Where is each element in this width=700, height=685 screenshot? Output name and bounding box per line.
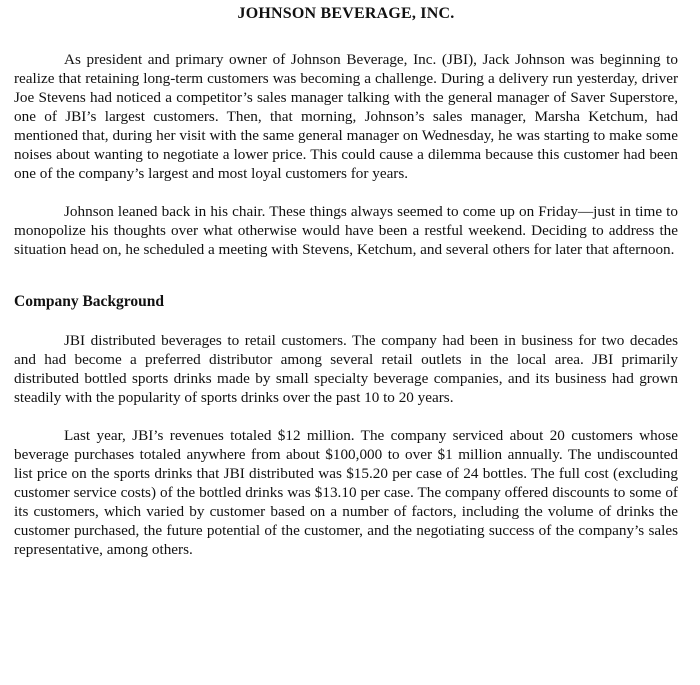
background-paragraph-2: Last year, JBI’s revenues totaled $12 million. The company serviced about 20 customers whose beverage purchases totaled anywhere from about $100,000 to over $1 million annually. The undiscounted list price on the sports drinks that JBI distributed was $15.20 per case of 24 bottles. The full cost (excluding customer service costs) of the bottled drinks was $13.10 per case. The company offered discounts to some of its customers, which varied by customer based on a number of factors, including the volume of drinks the customer purchased, the future potential of the customer, and the negotiating success of the company’s sales representative, among others. [14, 427, 678, 558]
document-title: JOHNSON BEVERAGE, INC. [237, 5, 455, 22]
section-heading-company-background: Company Background [14, 293, 165, 310]
intro-paragraph-1: As president and primary owner of Johnson Beverage, Inc. (JBI), Jack Johnson was beginning to realize that retaining long-term customers was becoming a challenge. During a delivery run yesterday, driver Joe Stevens had noticed a competitor’s sales manager talking with the general manager of Saver Superstore, one of JBI’s largest customers. Then, that morning, Johnson’s sales manager, Marsha Ketchum, had mentioned that, during her visit with the same general manager on Wednesday, he was starting to make some noises about wanting to negotiate a lower price. This could cause a dilemma because this customer had been one of the company’s largest and most loyal customers for years. [14, 51, 678, 182]
background-paragraph-1: JBI distributed beverages to retail customers. The company had been in business for two decades and had become a preferred distributor among several retail outlets in the local area. JBI primarily distributed bottled sports drinks made by small specialty beverage companies, and its business had grown steadily with the popularity of sports drinks over the past 10 to 20 years. [14, 332, 678, 406]
intro-paragraph-2: Johnson leaned back in his chair. These things always seemed to come up on Friday—just in time to monopolize his thoughts over what otherwise would have been a restful weekend. Deciding to address the situation head on, he scheduled a meeting with Stevens, Ketchum, and several others for later that afternoon. [14, 203, 678, 258]
